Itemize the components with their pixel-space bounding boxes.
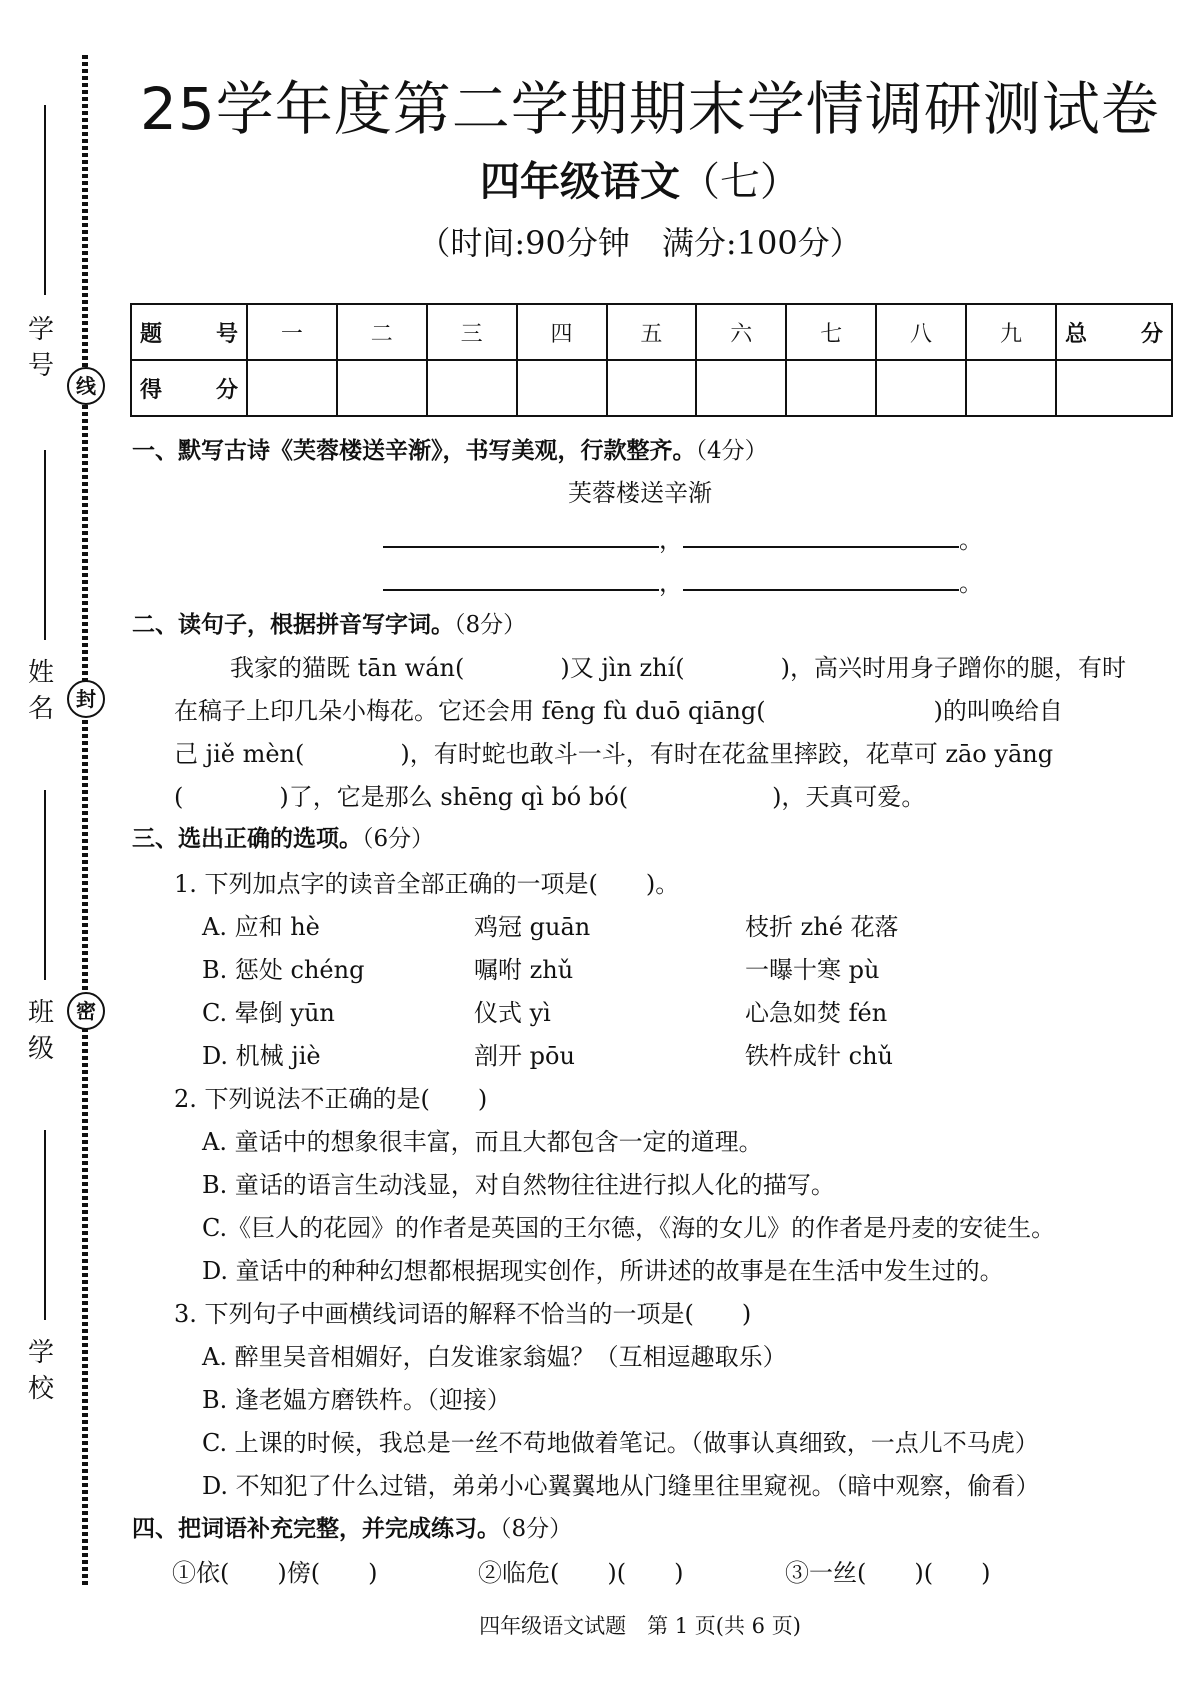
score-table-score-row: [131, 360, 1172, 416]
score-cell: 四: [517, 304, 607, 360]
question-1: 1. 下列加点字的读音全部正确的一项是( )。: [174, 870, 680, 898]
q1-option-d-3: 铁杵成针 chǔ: [745, 1042, 893, 1070]
score-cell: 一: [247, 304, 337, 360]
score-input-cell[interactable]: [1056, 360, 1172, 416]
score-row-label: 得 分: [131, 360, 247, 416]
poem-title: 芙蓉楼送辛渐: [568, 479, 712, 507]
poem-line-2[interactable]: ， 。: [383, 563, 983, 598]
q1-option-b-1: B. 惩处 chéng: [202, 956, 365, 984]
score-input-cell[interactable]: [696, 360, 786, 416]
answer-blank[interactable]: [383, 569, 659, 591]
class-rule: [44, 790, 46, 980]
score-input-cell[interactable]: [427, 360, 517, 416]
score-cell: 八: [876, 304, 966, 360]
score-cell: 九: [966, 304, 1056, 360]
score-input-cell[interactable]: [337, 360, 427, 416]
binding-dotted-line: [82, 55, 88, 1585]
q1-option-d-1: D. 机械 jiè: [202, 1042, 321, 1070]
q1-option-b-3: 一曝十寒 pù: [745, 956, 880, 984]
q2-option: B. 童话的语言生动浅显，对自然物往往进行拟人化的描写。: [202, 1171, 835, 1199]
score-input-cell[interactable]: [517, 360, 607, 416]
score-cell: 六: [696, 304, 786, 360]
time-score-info: （时间:90分钟 满分:100分）: [418, 224, 862, 262]
score-cell: 三: [427, 304, 517, 360]
question-3: 3. 下列句子中画横线词语的解释不恰当的一项是( ): [174, 1300, 752, 1328]
q2-option: D. 童话中的种种幻想都根据现实创作，所讲述的故事是在生活中发生过的。: [202, 1257, 1004, 1285]
exam-title: 25学年度第二学期期末学情调研测试卷: [140, 75, 1160, 143]
pinyin-passage-line: ( )了，它是那么 shēng qì bó bó( )，天真可爱。: [174, 783, 926, 811]
fill-word-item[interactable]: ①依( )傍( ): [172, 1559, 378, 1587]
school-rule: [44, 1130, 46, 1320]
question-2: 2. 下列说法不正确的是( ): [174, 1085, 488, 1113]
score-cell: 七: [786, 304, 876, 360]
section-3-heading: 三、选出正确的选项。（6分）: [132, 826, 435, 852]
fill-word-item[interactable]: ②临危( )( ): [478, 1559, 684, 1587]
pinyin-passage-line: 在稿子上印几朵小梅花。它还会用 fēng fù duō qiāng( )的叫唤给自: [174, 697, 1063, 725]
q2-option: C.《巨人的花园》的作者是英国的王尔德，《海的女儿》的作者是丹麦的安徒生。: [202, 1214, 1056, 1242]
page-footer: 四年级语文试题 第 1 页(共 6 页): [479, 1614, 801, 1638]
q1-option-c-2: 仪式 yì: [474, 999, 551, 1027]
score-cell: 总 分: [1056, 304, 1172, 360]
name-label: 姓名: [27, 658, 54, 724]
seal-seal-icon: 封: [67, 680, 105, 718]
score-input-cell[interactable]: [607, 360, 697, 416]
score-input-cell[interactable]: [876, 360, 966, 416]
answer-blank[interactable]: [683, 569, 959, 591]
poem-line-1[interactable]: ， 。: [383, 520, 983, 555]
exam-subtitle: [0, 150, 1190, 207]
seal-secret-icon: 密: [67, 992, 105, 1030]
seal-line-icon: 线: [67, 367, 105, 405]
score-input-cell[interactable]: [786, 360, 876, 416]
score-cell: 题 号: [131, 304, 247, 360]
score-table: [130, 303, 1173, 417]
score-cell: 二: [337, 304, 427, 360]
q1-option-a-1: A. 应和 hè: [202, 913, 320, 941]
answer-blank[interactable]: [683, 526, 959, 548]
pinyin-passage-line: 我家的猫既 tān wán( )又 jìn zhí( )，高兴时用身子蹭你的腿，有时: [230, 654, 1127, 682]
score-input-cell[interactable]: [966, 360, 1056, 416]
q3-option: C. 上课的时候，我总是一丝不苟地做着笔记。（做事认真细致，一点儿不马虎）: [202, 1429, 1039, 1457]
q3-option: B. 逢老媪方磨铁杵。（迎接）: [202, 1386, 511, 1414]
score-cell: 五: [607, 304, 697, 360]
q3-option: A. 醉里吴音相媚好，白发谁家翁媪？（互相逗趣取乐）: [202, 1343, 787, 1371]
answer-blank[interactable]: [383, 526, 659, 548]
q1-option-a-3: 枝折 zhé 花落: [745, 913, 899, 941]
section-1-heading: 一、默写古诗《芙蓉楼送辛渐》，书写美观，行款整齐。（4分）: [132, 438, 768, 464]
section-4-heading: 四、把词语补充完整，并完成练习。（8分）: [132, 1516, 573, 1542]
class-label: 班级: [27, 998, 54, 1064]
q1-option-b-2: 嘱咐 zhǔ: [474, 956, 574, 984]
fill-word-item[interactable]: ③一丝( )( ): [785, 1559, 991, 1587]
volume-number: （七）: [680, 159, 800, 205]
student-id-label: 学号: [27, 315, 54, 381]
section-2-heading: 二、读句子，根据拼音写字词。（8分）: [132, 612, 527, 638]
q1-option-c-3: 心急如焚 fén: [745, 999, 888, 1027]
q3-option: D. 不知犯了什么过错，弟弟小心翼翼地从门缝里往里窥视。（暗中观察，偷看）: [202, 1472, 1040, 1500]
school-label: 学校: [27, 1338, 54, 1404]
score-input-cell[interactable]: [247, 360, 337, 416]
pinyin-passage-line: 己 jiě mèn( )，有时蛇也敢斗一斗，有时在花盆里摔跤，花草可 zāo yāng: [174, 740, 1054, 768]
score-table-header-row: [131, 304, 1172, 360]
q2-option: A. 童话中的想象很丰富，而且大都包含一定的道理。: [202, 1128, 763, 1156]
q1-option-d-2: 剖开 pōu: [474, 1042, 575, 1070]
q1-option-c-1: C. 晕倒 yūn: [202, 999, 335, 1027]
q1-option-a-2: 鸡冠 guān: [474, 913, 591, 941]
subject-name: 四年级语文: [480, 158, 680, 205]
